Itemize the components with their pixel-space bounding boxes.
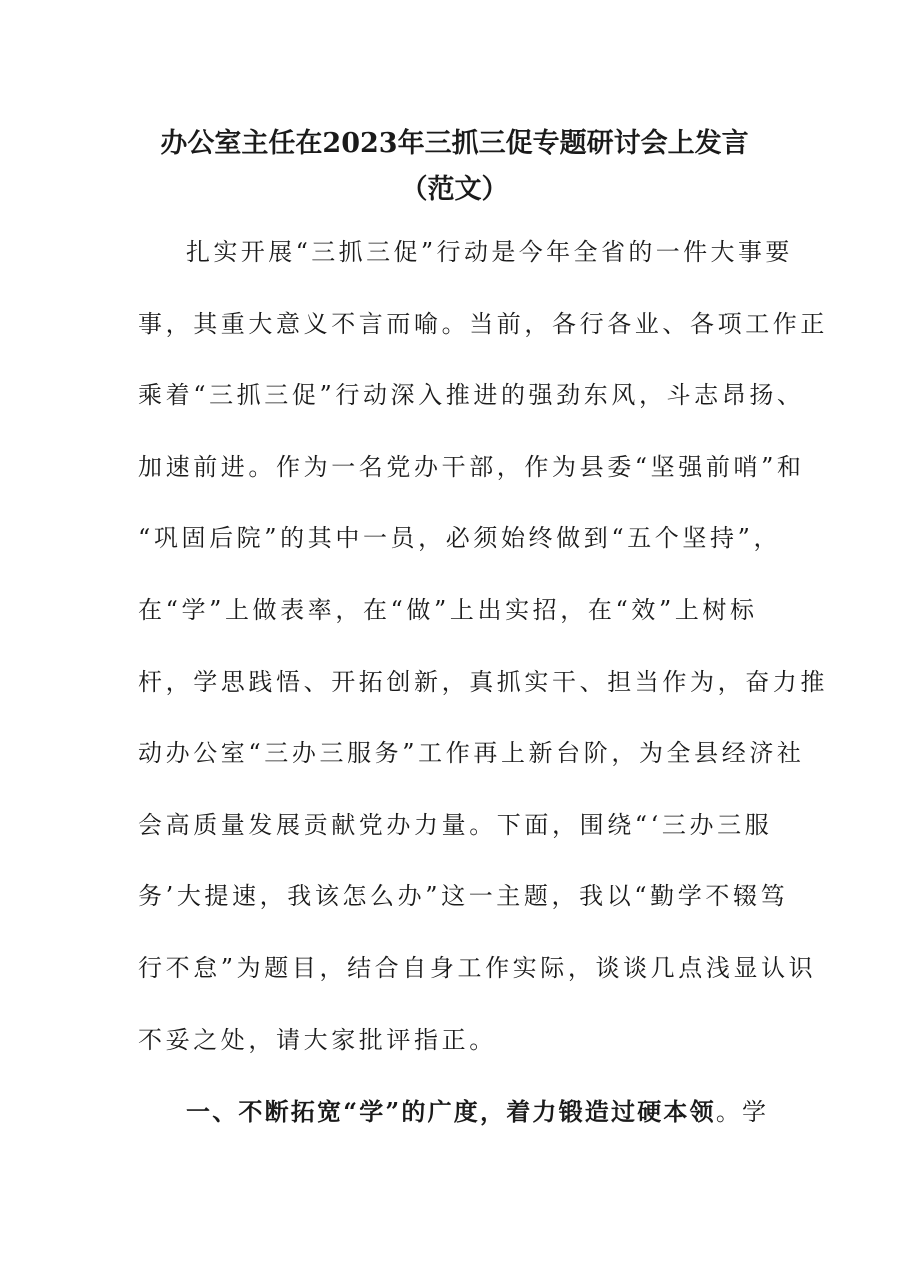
paragraph-line: 会高质量发展贡献党办力量。下面，围绕“‘三办三服 <box>138 810 773 839</box>
paragraph-line: 不妥之处，请大家批评指正。 <box>138 1025 497 1054</box>
document-title: 办公室主任在2023年三抓三促专题研讨会上发言 <box>160 128 749 159</box>
paragraph-line: 动办公室“三办三服务”工作再上新台阶，为全县经济社 <box>138 739 805 768</box>
section-heading-line <box>186 1092 768 1132</box>
paragraph-line: 加速前进。作为一名党办干部，作为县委“坚强前哨”和 <box>138 452 805 481</box>
paragraph-line: 杆，学思践悟、开拓创新，真抓实干、担当作为，奋力推 <box>138 667 828 696</box>
paragraph-line: 乘着“三抓三促”行动深入推进的强劲东风，斗志昂扬、 <box>138 381 805 410</box>
paragraph-line: 在“学”上做表率，在“做”上出实招，在“效”上树标 <box>138 595 758 624</box>
paragraph-line: 扎实开展“三抓三促”行动是今年全省的一件大事要 <box>186 238 793 266</box>
intro-paragraph <box>138 232 828 1091</box>
paragraph-line: 事，其重大意义不言而喻。当前，各行各业、各项工作正 <box>138 309 828 338</box>
section-heading-continuation: 。学 <box>715 1098 769 1126</box>
section-heading: 一、不断拓宽“学”的广度，着力锻造过硬本领 <box>186 1097 716 1126</box>
paragraph-line: 务’大提速，我该怎么办”这一主题，我以“勤学不辍笃 <box>138 882 789 911</box>
document-subtitle: （范文） <box>400 174 509 205</box>
paragraph-line: “巩固后院”的其中一员，必须始终做到“五个坚持”， <box>138 524 782 553</box>
paragraph-line: 行不怠”为题目，结合自身工作实际，谈谈几点浅显认识 <box>138 953 817 982</box>
